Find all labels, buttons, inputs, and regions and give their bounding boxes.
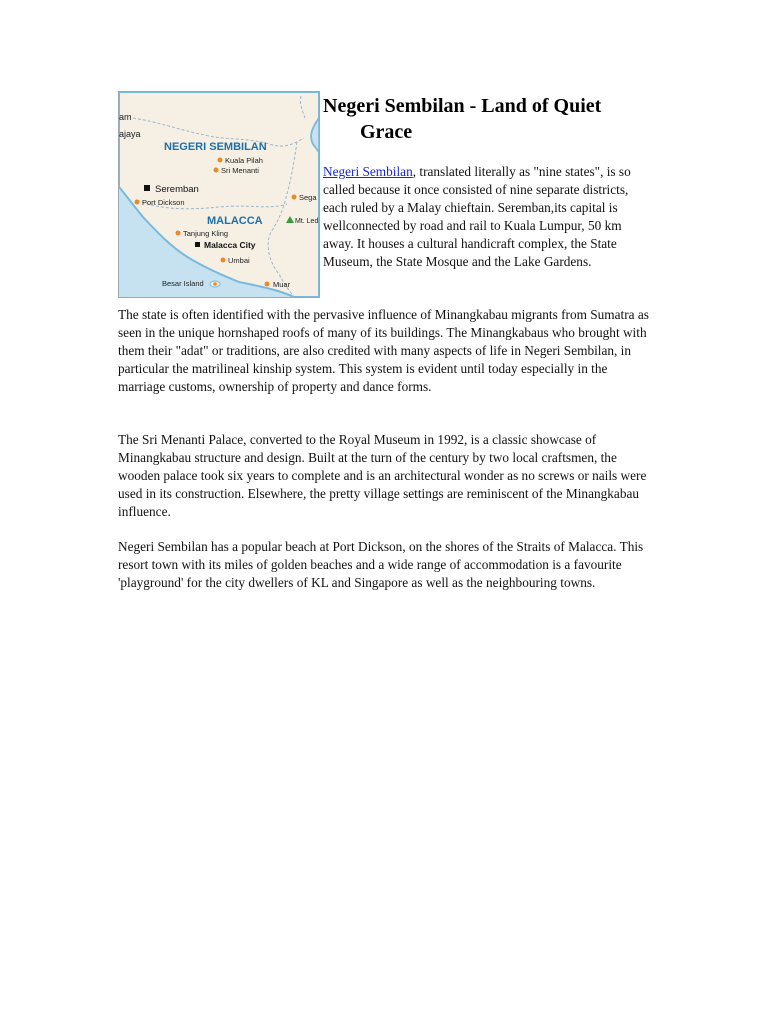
map-label-seremban: Seremban	[155, 184, 199, 195]
paragraph-minangkabau: The state is often identified with the pervasive influence of Minangkabau migrants from Sumatra as seen in the unique hornshaped roofs of many of its buildings. The Minangkabaus who brought with them their "adat" or traditions, are also credited with many aspects of life in Negeri Sembilan, in particular the matrilineal kinship system. This system is evident until today especially in the marriage customs, ownership of property and dance forms.	[118, 307, 649, 394]
map-label-ajaya: ajaya	[119, 129, 141, 139]
title-line-2: Grace	[360, 121, 413, 143]
map-label-sega: Sega	[299, 193, 317, 202]
page-title	[323, 93, 663, 145]
map-town-dot	[176, 231, 181, 236]
map-label-malacca-city: Malacca City	[204, 240, 256, 250]
map-city-marker	[195, 242, 200, 247]
map-label-umbai: Umbai	[228, 256, 250, 265]
paragraph-port-dickson: Negeri Sembilan has a popular beach at Port Dickson, on the shores of the Straits of Malacca. This resort town with its miles of golden beaches and a wide range of accommodation is a favourite 'playground' for the city dwellers of KL and Singapore as well as the neighbouring towns.	[118, 539, 644, 590]
map-label-port-dickson: Port Dickson	[142, 198, 185, 207]
map-label-am: am	[119, 112, 132, 122]
map-town-dot	[292, 195, 297, 200]
map-label-mt-led: Mt. Led	[295, 218, 319, 225]
intro-text: , translated literally as "nine states", is so called because it once consisted of nine separate districts, each ruled by a Malay chieftain. Seremban,its capital is wellconnected by road and rail to Kuala Lumpur, 50 km away. It houses a cultural handicraft complex, the State Museum, the State Mosque and the Lake Gardens.	[323, 164, 631, 269]
map-label-kuala-pilah: Kuala Pilah	[225, 156, 263, 165]
negeri-sembilan-map	[118, 91, 320, 298]
map-label-tanjung-kling: Tanjung Kling	[183, 229, 229, 238]
map-town-dot	[135, 200, 140, 205]
intro-paragraph	[323, 163, 655, 271]
title-line-1: Negeri Sembilan - Land of Quiet	[323, 95, 602, 117]
map-town-dot	[218, 158, 223, 163]
map-label-besar-island: Besar Island	[162, 279, 204, 288]
negeri-sembilan-link[interactable]: Negeri Sembilan	[323, 164, 413, 179]
map-label-muar: Muar	[273, 280, 291, 289]
map-label-sri-menanti: Sri Menanti	[221, 166, 259, 175]
map-town-dot	[221, 258, 226, 263]
map-town-dot	[265, 282, 270, 287]
map-region-negeri-sembilan: NEGERI SEMBILAN	[164, 141, 267, 153]
map-region-malacca: MALACCA	[207, 215, 263, 227]
map-capital-marker	[144, 185, 150, 191]
map-town-dot	[214, 168, 219, 173]
paragraph-sri-menanti: The Sri Menanti Palace, converted to the Royal Museum in 1992, is a classic showcase of Minangkabau structure and design. Built at the turn of the century by two local craftsmen, the wooden palace took six years to complete and is an architectural wonder as no screws or nails were used in its construction. Elsewhere, the pretty village settings are reminiscent of the Minangkabau influence.	[118, 432, 647, 519]
